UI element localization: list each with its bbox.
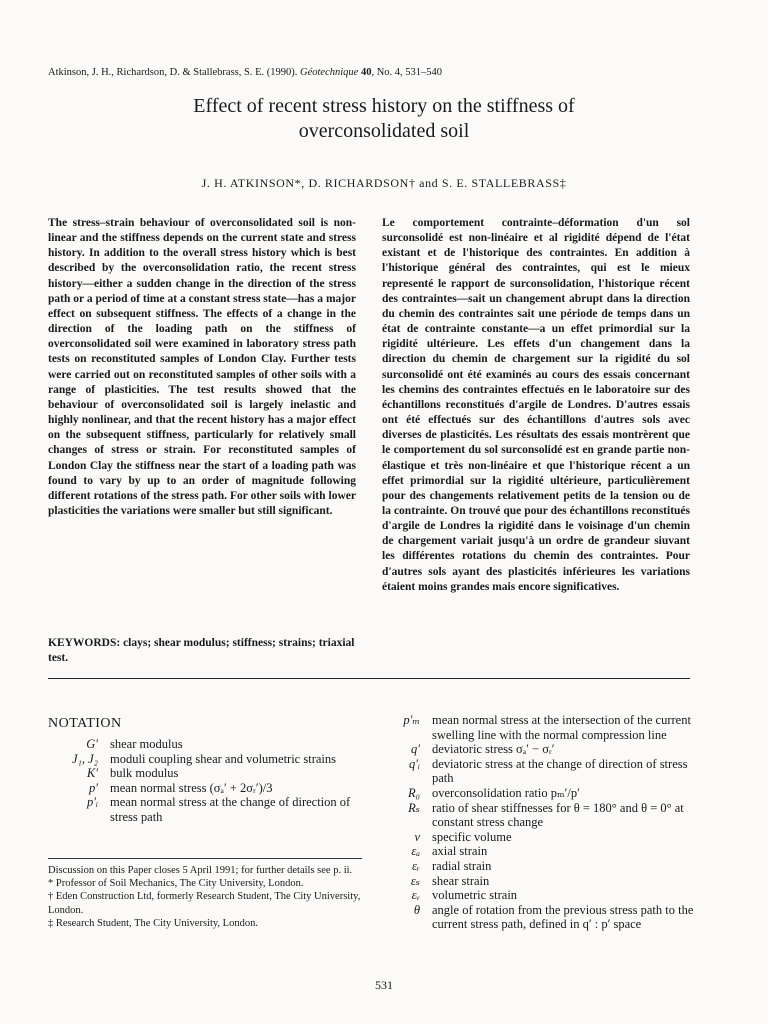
notation-symbol: q′ᵢ — [409, 756, 420, 771]
notation-symbol: Rₛ — [408, 800, 420, 815]
notation-definition: deviatoric stress at the change of direction of stress path — [432, 756, 688, 786]
notation-definition: specific volume — [432, 829, 512, 844]
notation-definition: overconsolidation ratio pₘ′/p′ — [432, 785, 580, 800]
notation-entry — [382, 888, 694, 903]
notation-definition: radial strain — [432, 858, 492, 873]
footnote-author-3: ‡ Research Student, The City University, London. — [48, 917, 258, 929]
notation-entry — [382, 713, 694, 742]
notation-definition: deviatoric stress σₐ′ − σᵣ′ — [432, 742, 555, 757]
notation-symbol: p′ — [89, 780, 98, 795]
abstract-english: The stress–strain behaviour of overconsolidated soil is non-linear and the stiffness depends on the current state and stress history. In addition to the overall stress history which is best described by the overconsolidation ratio, the recent stress history—either a sudden change in the direction of the stress path or a period of time at a constant stress state—has a major effect on subsequent stiffness. The effects of a change in the direction of the loading path on the stiffness of overconsolidated soil were examined in laboratory stress path tests on reconstituted samples of London Clay. Further tests were carried out on reconstituted samples of other soils with a range of plasticities. The test results showed that the behaviour of overconsolidated soil is largely inelastic and highly nonlinear, and that the recent history has a major effect on the subsequent stiffness, particularly for relatively small changes of stress or strain. For reconstituted samples of London Clay the stiffness near the start of a loading path was found to vary by up to an order of magnitude following different rotations of the stress path. For other soils with lower plasticities the variations were smaller but still significant. — [48, 217, 356, 517]
notation-entry — [382, 786, 694, 801]
notation-definition: angle of rotation from the previous stress path to the current stress path, defined in q′ : p′ space — [432, 902, 694, 932]
notation-entry — [382, 830, 694, 845]
notation-symbol: q′ — [411, 742, 420, 757]
citation-line — [48, 67, 728, 78]
notation-heading: NOTATION — [48, 716, 122, 731]
title-line-1: Effect of recent stress history on the stiffness of — [193, 95, 575, 117]
notation-symbol: εₐ — [411, 844, 420, 859]
notation-symbol: p′ᵢ — [87, 795, 98, 810]
notation-definition: shear strain — [432, 873, 490, 888]
notation-symbol: εₛ — [410, 873, 420, 888]
notation-entry — [48, 795, 368, 824]
notation-definition: shear modulus — [110, 737, 183, 751]
notation-symbol: εᵥ — [411, 888, 420, 903]
notation-definition: mean normal stress at the change of direction of stress path — [110, 795, 351, 824]
footnote-author-1: * Professor of Soil Mechanics, The City University, London. — [48, 878, 304, 890]
notation-symbol: θ — [413, 902, 420, 917]
notation-entry — [382, 757, 694, 786]
keywords: KEYWORDS: clays; shear modulus; stiffness; strains; triaxial test. — [48, 637, 355, 664]
notation-symbol: K′ — [86, 766, 98, 781]
notation-entry — [382, 844, 694, 859]
journal-name: Géotechnique — [300, 67, 359, 78]
paper-title — [84, 94, 684, 144]
footnotes — [48, 864, 362, 930]
notation-definition: mean normal stress at the intersection of the current swelling line with the normal compression line — [432, 713, 691, 742]
notation-symbol: G′ — [86, 737, 98, 751]
notation-entry — [382, 903, 694, 932]
notation-definition: bulk modulus — [110, 766, 179, 781]
issue-pages: , No. 4, 531–540 — [371, 67, 443, 78]
notation-entry — [48, 752, 368, 767]
author-list: J. H. ATKINSON*, D. RICHARDSON† and S. E. STALLEBRASS‡ — [201, 176, 567, 190]
notation-entry — [382, 801, 694, 830]
footnote-discussion: Discussion on this Paper closes 5 April 1991; for further details see p. ii. — [48, 865, 353, 876]
notation-definition: volumetric strain — [432, 888, 518, 903]
footnote-divider — [48, 858, 362, 859]
notation-entry — [382, 859, 694, 874]
journal-volume: 40 — [360, 67, 372, 78]
notation-symbol: v — [414, 829, 420, 844]
notation-entry — [48, 737, 368, 752]
notation-entry — [48, 766, 368, 781]
notation-definition: ratio of shear stiffnesses for θ = 180° and θ = 0° at constant stress change — [432, 800, 684, 830]
abstract-french: Le comportement contrainte–déformation d'un sol surconsolidé est non-linéaire et al rigidité dépend de l'état existant et de l'historique des contraintes. En addition à l'historique général des contraintes, qui est le mieux representé le rapport de surconsolidation, l'historique récent des contraintes—sait un changement abrupt dans la direction du chemin des contraintes sait une période de temps dans un état de contrainte constante—a un effet primordial sur la rigidité ultérieure. Les effets d'un changement dans la direction du chemin de chargement sur la rigidité du sol surconsolidé ont été examinés au cours des essais concernant les chemins des contraintes effectués en le laboratoire sur des échantillons reconstitués d'argile de Londres. D'autres essais ont été effectués sur des échantillons d'autres sols avec diverses de plasticités. Les résultats des essais montrèrent que le comportement du sol surconsolidé est en grande partie non-élastique et très non-linéaire et que l'historique récent a un effet primordial sur la rigidité ultérieure, particulièrement pour des changements relativement petits de la tension ou de la contrainte. On trouvé que pour des échantillons reconstitués d'argile de Londres la rigidité dans le voisinage d'un chemin de chargement variait jusqu'à un ordre de grandeur siuvant les différentes rotations du chemin des contraintes. Pour d'autres sols ayant des plasticités inférieures les variations étaient moins grandes mais encore significatives. — [382, 217, 690, 593]
notation-definition: mean normal stress (σₐ′ + 2σᵣ′)/3 — [110, 780, 273, 795]
notation-symbol: εᵣ — [411, 858, 420, 873]
footnote-author-2: † Eden Construction Ltd, formerly Research Student, The City University, London. — [48, 891, 361, 916]
title-line-2: overconsolidated soil — [298, 120, 470, 142]
notation-definition: axial strain — [432, 844, 488, 859]
notation-list-left — [48, 737, 368, 825]
notation-symbol: R₀ — [408, 785, 420, 800]
notation-entry — [48, 781, 368, 796]
notation-list-right — [382, 713, 694, 932]
notation-entry — [382, 874, 694, 889]
notation-entry — [382, 742, 694, 757]
notation-symbol: p′ₘ — [403, 713, 420, 727]
section-divider — [48, 678, 690, 679]
page-number: 531 — [375, 978, 393, 992]
citation-authors: Atkinson, J. H., Richardson, D. & Stallebrass, S. E. (1990). — [48, 67, 298, 78]
notation-definition: moduli coupling shear and volumetric strains — [110, 751, 336, 766]
notation-symbol: J₁, J₂ — [71, 751, 98, 766]
